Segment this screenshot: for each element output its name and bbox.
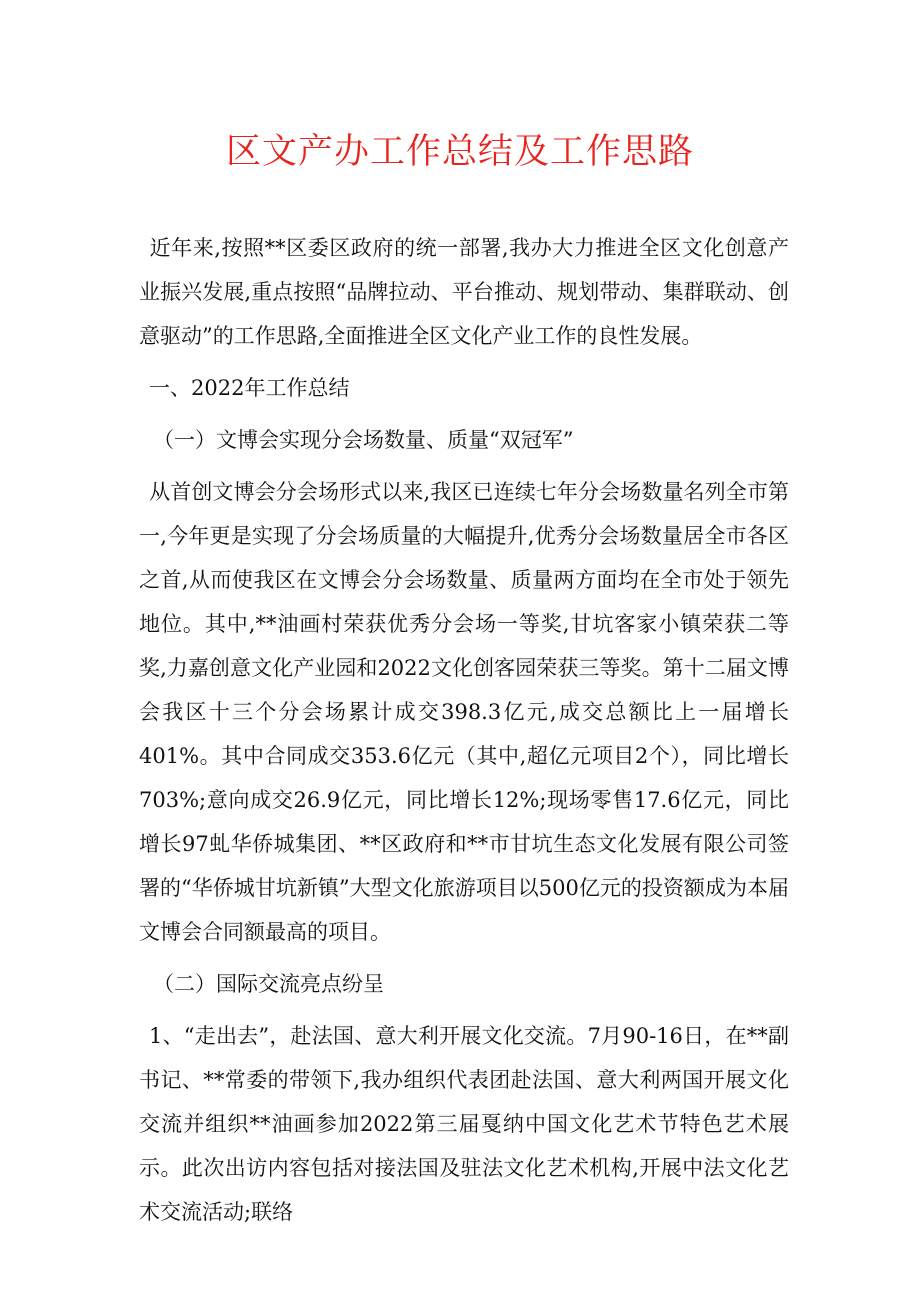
- subsection-1-paragraph: [139, 470, 789, 954]
- section-heading-1: [139, 366, 789, 410]
- section-heading-1-text: 一、2022年工作总结: [149, 376, 350, 400]
- subsection-heading-2: （二）国际交流亮点纷呈: [153, 972, 384, 996]
- intro-text: 近年来,按照**区委区政府的统一部署,我办大力推进全区文化创意产业振兴发展,重点按照“品牌拉动、平台推动、规划带动、集群联动、创意驱动”的工作思路,全面推进全区文化产业工作的良性发展。: [139, 236, 789, 348]
- subsection-heading-1: （一）文博会实现分会场数量、质量“双冠军”: [153, 428, 574, 452]
- subsection-2-paragraph: [139, 1014, 789, 1234]
- intro-paragraph: [139, 226, 789, 358]
- subsection-2-text: 1、“走出去”，赴法国、意大利开展文化交流。7月90-16日，在**副书记、**常委的带领下,我办组织代表团赴法国、意大利两国开展文化交流并组织**油画参加2022第三届戛纳中国文化艺术节特色艺术展示。此次出访内容包括对接法国及驻法文化艺术机构,开展中法文化艺术交流活动;联络: [139, 1024, 789, 1224]
- subsection-1-text: 从首创文博会分会场形式以来,我区已连续七年分会场数量名列全市第一,今年更是实现了分会场质量的大幅提升,优秀分会场数量居全市各区之首,从而使我区在文博会分会场数量、质量两方面均在全市处于领先地位。其中,**油画村荣获优秀分会场一等奖,甘坑客家小镇荣获二等奖,力嘉创意文化产业园和2022文化创客园荣获三等奖。第十二届文博会我区十三个分会场累计成交398.3亿元,成交总额比上一届增长401%。其中合同成交353.6亿元（其中,超亿元项目2个），同比增长703%;意向成交26.9亿元，同比增长12%;现场零售17.6亿元，同比增长97虬华侨城集团、**区政府和**市甘坑生态文化发展有限公司签署的“华侨城甘坑新镇”大型文化旅游项目以500亿元的投资额成为本届文博会合同额最高的项目。: [139, 480, 789, 944]
- document-title: 区文产办工作总结及工作思路: [225, 132, 694, 172]
- document-body: [139, 226, 789, 1234]
